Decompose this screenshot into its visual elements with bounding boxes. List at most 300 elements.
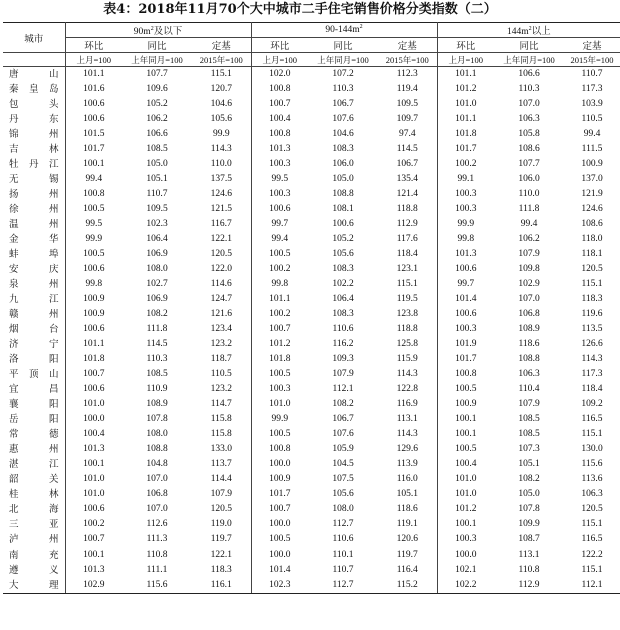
city-name-cell: 常德 bbox=[3, 427, 65, 442]
index-value-cell: 100.1 bbox=[455, 414, 477, 425]
index-value-cell: 110.3 bbox=[332, 84, 354, 95]
index-value-cell: 107.7 bbox=[122, 67, 192, 83]
index-value-cell: 111.1 bbox=[146, 564, 168, 575]
group-header-medium: $90-144m^2$ bbox=[251, 23, 437, 38]
index-value-cell: 119.7 bbox=[192, 532, 251, 547]
base-header-yoy: 上年同月=100 bbox=[122, 53, 192, 67]
index-value-cell: 107.6 bbox=[332, 114, 354, 125]
index-value-cell: 115.1 bbox=[581, 519, 603, 530]
index-value-cell: 118.4 bbox=[378, 247, 437, 262]
index-value-cell: 129.6 bbox=[378, 442, 437, 457]
group-header-small: $90m^2$及以下 bbox=[65, 23, 251, 38]
index-value-cell: 110.8 bbox=[146, 549, 168, 560]
index-value-cell: 124.6 bbox=[581, 204, 603, 215]
index-value-cell: 130.0 bbox=[581, 444, 603, 455]
index-value-cell: 100.0 bbox=[83, 414, 105, 425]
base-header-fixed: 2015年=100 bbox=[564, 53, 620, 67]
index-value-cell: 101.0 bbox=[83, 399, 105, 410]
index-value-cell: 100.0 bbox=[269, 549, 291, 560]
index-value-cell: 100.0 bbox=[269, 519, 291, 530]
index-value-cell: 110.3 bbox=[518, 84, 540, 95]
index-value-cell: 102.2 bbox=[437, 578, 494, 594]
city-name-cell: 唐山 bbox=[3, 67, 65, 83]
index-value-cell: 113.1 bbox=[518, 549, 540, 560]
index-value-cell: 110.4 bbox=[518, 384, 540, 395]
index-value-cell: 123.8 bbox=[378, 307, 437, 322]
index-value-cell: 102.9 bbox=[65, 578, 122, 594]
index-value-cell: 99.9 bbox=[271, 414, 289, 425]
index-value-cell: 110.1 bbox=[332, 549, 354, 560]
city-name-cell: 泸州 bbox=[3, 532, 65, 547]
index-value-cell: 105.1 bbox=[146, 174, 168, 185]
index-value-cell: 110.7 bbox=[146, 189, 168, 200]
base-header-empty bbox=[3, 53, 65, 67]
index-value-cell: 109.9 bbox=[518, 519, 540, 530]
index-value-cell: 122.8 bbox=[378, 382, 437, 397]
index-value-cell: 114.3 bbox=[581, 354, 603, 365]
table-body bbox=[3, 67, 620, 594]
index-value-cell: 102.2 bbox=[332, 279, 354, 290]
city-name-cell: 锦州 bbox=[3, 127, 65, 142]
index-value-cell: 109.3 bbox=[332, 354, 354, 365]
city-name-cell: 济宁 bbox=[3, 337, 65, 352]
index-value-cell: 110.9 bbox=[146, 384, 168, 395]
index-value-cell: 108.3 bbox=[332, 309, 354, 320]
index-value-cell: 105.0 bbox=[518, 489, 540, 500]
index-value-cell: 110.8 bbox=[518, 564, 540, 575]
table-row bbox=[3, 307, 620, 322]
table-row bbox=[3, 232, 620, 247]
index-value-cell: 109.2 bbox=[581, 399, 603, 410]
group-header-large: $144m^2$以上 bbox=[437, 23, 620, 38]
index-value-cell: 107.5 bbox=[332, 474, 354, 485]
city-name-cell: 牡丹江 bbox=[3, 157, 65, 172]
city-name-cell: 九江 bbox=[3, 292, 65, 307]
index-value-cell: 100.8 bbox=[269, 444, 291, 455]
city-name-cell: 韶关 bbox=[3, 472, 65, 487]
index-value-cell: 106.3 bbox=[518, 369, 540, 380]
index-value-cell: 100.4 bbox=[269, 114, 291, 125]
index-value-cell: 101.7 bbox=[455, 354, 477, 365]
index-value-cell: 107.9 bbox=[332, 369, 354, 380]
index-value-cell: 99.5 bbox=[271, 174, 289, 185]
index-value-cell: 100.7 bbox=[83, 534, 105, 545]
index-value-cell: 123.2 bbox=[192, 337, 251, 352]
index-value-cell: 122.0 bbox=[192, 262, 251, 277]
index-value-cell: 100.5 bbox=[83, 204, 105, 215]
table-row bbox=[3, 262, 620, 277]
index-value-cell: 99.4 bbox=[85, 174, 103, 185]
index-value-cell: 116.5 bbox=[581, 534, 603, 545]
index-value-cell: 117.6 bbox=[378, 232, 437, 247]
index-value-cell: 100.6 bbox=[455, 264, 477, 275]
index-value-cell: 108.5 bbox=[518, 429, 540, 440]
index-value-cell: 126.6 bbox=[581, 339, 603, 350]
index-value-cell: 108.2 bbox=[518, 474, 540, 485]
city-name-cell: 徐州 bbox=[3, 202, 65, 217]
index-value-cell: 100.8 bbox=[83, 189, 105, 200]
index-value-cell: 100.3 bbox=[269, 159, 291, 170]
city-name-cell: 大理 bbox=[3, 578, 65, 594]
index-value-cell: 101.3 bbox=[83, 444, 105, 455]
index-value-cell: 106.8 bbox=[518, 309, 540, 320]
index-value-cell: 107.0 bbox=[146, 474, 168, 485]
index-value-cell: 100.8 bbox=[269, 84, 291, 95]
index-value-cell: 115.1 bbox=[378, 277, 437, 292]
index-value-cell: 105.6 bbox=[192, 112, 251, 127]
index-value-cell: 114.5 bbox=[146, 339, 168, 350]
index-value-cell: 100.6 bbox=[83, 384, 105, 395]
index-value-cell: 108.0 bbox=[146, 429, 168, 440]
index-value-cell: 118.0 bbox=[581, 234, 603, 245]
index-value-cell: 101.3 bbox=[83, 564, 105, 575]
index-value-cell: 109.6 bbox=[146, 84, 168, 95]
index-value-cell: 100.6 bbox=[332, 219, 354, 230]
index-value-cell: 105.0 bbox=[332, 174, 354, 185]
table-row bbox=[3, 247, 620, 262]
index-value-cell: 100.6 bbox=[83, 99, 105, 110]
index-value-cell: 99.8 bbox=[271, 279, 289, 290]
index-value-cell: 112.3 bbox=[378, 67, 437, 83]
index-value-cell: 108.7 bbox=[518, 534, 540, 545]
index-value-cell: 115.1 bbox=[581, 429, 603, 440]
index-value-cell: 105.2 bbox=[146, 99, 168, 110]
base-header-mom: 上月=100 bbox=[437, 53, 494, 67]
index-value-cell: 122.2 bbox=[581, 549, 603, 560]
index-value-cell: 121.9 bbox=[581, 189, 603, 200]
index-value-cell: 115.2 bbox=[378, 578, 437, 594]
index-value-cell: 118.7 bbox=[192, 352, 251, 367]
index-value-cell: 101.7 bbox=[269, 489, 291, 500]
index-value-cell: 115.8 bbox=[192, 412, 251, 427]
index-value-cell: 118.6 bbox=[378, 502, 437, 517]
index-value-cell: 105.6 bbox=[332, 249, 354, 260]
index-value-cell: 110.6 bbox=[332, 324, 354, 335]
index-value-cell: 115.1 bbox=[581, 564, 603, 575]
index-value-cell: 99.4 bbox=[583, 129, 601, 140]
index-value-cell: 115.8 bbox=[192, 427, 251, 442]
index-value-cell: 106.7 bbox=[332, 99, 354, 110]
index-value-cell: 113.7 bbox=[192, 457, 251, 472]
index-value-cell: 106.9 bbox=[146, 249, 168, 260]
index-value-cell: 99.9 bbox=[192, 127, 251, 142]
index-value-cell: 101.1 bbox=[455, 114, 477, 125]
index-value-cell: 100.0 bbox=[269, 459, 291, 470]
index-value-cell: 120.7 bbox=[192, 82, 251, 97]
table-row bbox=[3, 487, 620, 502]
index-value-cell: 100.7 bbox=[269, 504, 291, 515]
index-value-cell: 106.9 bbox=[146, 294, 168, 305]
index-value-cell: 99.7 bbox=[271, 219, 289, 230]
index-value-cell: 105.9 bbox=[332, 444, 354, 455]
city-name-cell: 扬州 bbox=[3, 187, 65, 202]
table-row bbox=[3, 397, 620, 412]
index-value-cell: 108.3 bbox=[332, 264, 354, 275]
index-value-cell: 102.3 bbox=[251, 578, 308, 594]
city-name-cell: 南充 bbox=[3, 548, 65, 563]
index-value-cell: 100.9 bbox=[269, 474, 291, 485]
index-value-cell: 110.5 bbox=[192, 367, 251, 382]
index-value-cell: 124.7 bbox=[192, 292, 251, 307]
city-name-cell: 岳阳 bbox=[3, 412, 65, 427]
index-value-cell: 101.2 bbox=[269, 339, 291, 350]
index-value-cell: 100.0 bbox=[455, 549, 477, 560]
index-value-cell: 106.2 bbox=[146, 114, 168, 125]
index-value-cell: 100.1 bbox=[455, 429, 477, 440]
index-value-cell: 114.3 bbox=[378, 367, 437, 382]
city-name-cell: 丹东 bbox=[3, 112, 65, 127]
index-value-cell: 99.9 bbox=[457, 219, 475, 230]
index-value-cell: 116.2 bbox=[332, 339, 354, 350]
index-value-cell: 120.6 bbox=[378, 532, 437, 547]
index-value-cell: 101.9 bbox=[455, 339, 477, 350]
table-row bbox=[3, 457, 620, 472]
table-row bbox=[3, 202, 620, 217]
table-row bbox=[3, 127, 620, 142]
index-value-cell: 105.1 bbox=[378, 487, 437, 502]
sub-header-yoy: 同比 bbox=[308, 38, 378, 53]
index-value-cell: 106.7 bbox=[332, 414, 354, 425]
index-value-cell: 99.8 bbox=[457, 234, 475, 245]
index-value-cell: 113.6 bbox=[581, 474, 603, 485]
base-header-fixed: 2015年=100 bbox=[192, 53, 251, 67]
index-value-cell: 100.3 bbox=[455, 189, 477, 200]
index-value-cell: 120.5 bbox=[581, 264, 603, 275]
city-name-cell: 安庆 bbox=[3, 262, 65, 277]
city-name-cell: 洛阳 bbox=[3, 352, 65, 367]
index-value-cell: 115.1 bbox=[581, 279, 603, 290]
city-name-cell: 秦皇岛 bbox=[3, 82, 65, 97]
index-value-cell: 116.5 bbox=[581, 414, 603, 425]
index-value-cell: 104.8 bbox=[146, 459, 168, 470]
index-value-cell: 114.7 bbox=[192, 397, 251, 412]
index-value-cell: 108.8 bbox=[146, 444, 168, 455]
table-row bbox=[3, 442, 620, 457]
index-value-cell: 101.4 bbox=[269, 564, 291, 575]
index-value-cell: 100.6 bbox=[269, 204, 291, 215]
index-value-cell: 100.4 bbox=[455, 459, 477, 470]
index-value-cell: 108.3 bbox=[332, 144, 354, 155]
index-value-cell: 118.3 bbox=[192, 563, 251, 578]
index-value-cell: 106.8 bbox=[146, 489, 168, 500]
index-value-cell: 101.2 bbox=[455, 84, 477, 95]
table-row bbox=[3, 82, 620, 97]
index-value-cell: 99.4 bbox=[520, 219, 538, 230]
index-value-cell: 108.2 bbox=[332, 399, 354, 410]
index-value-cell: 107.2 bbox=[308, 67, 378, 83]
index-value-cell: 111.8 bbox=[518, 204, 540, 215]
index-value-cell: 101.0 bbox=[83, 489, 105, 500]
index-value-cell: 101.7 bbox=[83, 144, 105, 155]
table-row bbox=[3, 517, 620, 532]
index-value-cell: 107.9 bbox=[518, 249, 540, 260]
index-value-cell: 101.2 bbox=[455, 504, 477, 515]
index-value-cell: 109.7 bbox=[378, 112, 437, 127]
index-value-cell: 115.6 bbox=[122, 578, 192, 594]
index-value-cell: 107.9 bbox=[192, 487, 251, 502]
index-value-cell: 135.4 bbox=[378, 172, 437, 187]
index-value-cell: 114.3 bbox=[378, 427, 437, 442]
index-value-cell: 101.3 bbox=[455, 249, 477, 260]
base-header-yoy: 上年同月=100 bbox=[494, 53, 564, 67]
index-value-cell: 123.4 bbox=[192, 322, 251, 337]
index-value-cell: 121.4 bbox=[378, 187, 437, 202]
index-value-cell: 108.8 bbox=[518, 354, 540, 365]
table-row bbox=[3, 337, 620, 352]
city-name-cell: 温州 bbox=[3, 217, 65, 232]
index-value-cell: 106.4 bbox=[332, 294, 354, 305]
index-value-cell: 104.5 bbox=[332, 459, 354, 470]
index-value-cell: 101.8 bbox=[269, 354, 291, 365]
index-value-cell: 100.2 bbox=[269, 264, 291, 275]
table-row bbox=[3, 217, 620, 232]
index-value-cell: 108.0 bbox=[332, 504, 354, 515]
index-value-cell: 105.1 bbox=[518, 459, 540, 470]
city-name-cell: 包头 bbox=[3, 97, 65, 112]
city-name-cell: 北海 bbox=[3, 502, 65, 517]
index-value-cell: 107.8 bbox=[518, 504, 540, 515]
index-value-cell: 102.0 bbox=[251, 67, 308, 83]
index-value-cell: 101.0 bbox=[455, 474, 477, 485]
index-value-cell: 118.4 bbox=[581, 384, 603, 395]
table-row bbox=[3, 578, 620, 594]
city-name-cell: 吉林 bbox=[3, 142, 65, 157]
table-row bbox=[3, 142, 620, 157]
index-value-cell: 117.3 bbox=[581, 369, 603, 380]
index-value-cell: 100.7 bbox=[269, 324, 291, 335]
index-value-cell: 108.9 bbox=[146, 399, 168, 410]
index-value-cell: 108.5 bbox=[146, 144, 168, 155]
city-name-cell: 赣州 bbox=[3, 307, 65, 322]
index-value-cell: 101.0 bbox=[269, 399, 291, 410]
index-value-cell: 100.3 bbox=[269, 384, 291, 395]
index-value-cell: 118.8 bbox=[378, 322, 437, 337]
index-value-cell: 100.5 bbox=[83, 249, 105, 260]
index-value-cell: 110.7 bbox=[564, 67, 620, 83]
index-value-cell: 102.3 bbox=[146, 219, 168, 230]
index-value-cell: 114.5 bbox=[378, 142, 437, 157]
city-name-cell: 遵义 bbox=[3, 563, 65, 578]
base-header-mom: 上月=100 bbox=[65, 53, 122, 67]
index-value-cell: 102.1 bbox=[455, 564, 477, 575]
index-value-cell: 99.5 bbox=[85, 219, 103, 230]
index-value-cell: 100.7 bbox=[269, 99, 291, 110]
index-value-cell: 122.1 bbox=[192, 548, 251, 563]
index-value-cell: 106.3 bbox=[518, 114, 540, 125]
index-value-cell: 118.3 bbox=[581, 294, 603, 305]
index-value-cell: 106.0 bbox=[518, 174, 540, 185]
index-value-cell: 108.9 bbox=[518, 324, 540, 335]
index-value-cell: 100.6 bbox=[83, 324, 105, 335]
index-value-cell: 105.8 bbox=[518, 129, 540, 140]
index-value-cell: 123.1 bbox=[378, 262, 437, 277]
index-value-cell: 110.7 bbox=[332, 564, 354, 575]
index-value-cell: 104.6 bbox=[332, 129, 354, 140]
index-value-cell: 110.0 bbox=[518, 189, 540, 200]
table-row bbox=[3, 532, 620, 547]
index-value-cell: 107.0 bbox=[146, 504, 168, 515]
city-name-cell: 平顶山 bbox=[3, 367, 65, 382]
index-value-cell: 100.5 bbox=[455, 444, 477, 455]
index-value-cell: 124.6 bbox=[192, 187, 251, 202]
index-value-cell: 107.0 bbox=[518, 294, 540, 305]
table-row bbox=[3, 187, 620, 202]
index-value-cell: 112.7 bbox=[308, 578, 378, 594]
table-title: 表4：2018年11月70个大中城市二手住宅销售价格分类指数（二） bbox=[103, 2, 497, 17]
index-value-cell: 137.5 bbox=[192, 172, 251, 187]
index-value-cell: 109.5 bbox=[378, 97, 437, 112]
index-value-cell: 109.5 bbox=[146, 204, 168, 215]
index-value-cell: 106.6 bbox=[494, 67, 564, 83]
index-value-cell: 112.7 bbox=[332, 519, 354, 530]
table-row bbox=[3, 322, 620, 337]
index-value-cell: 101.1 bbox=[269, 294, 291, 305]
price-index-table bbox=[3, 22, 620, 594]
index-value-cell: 107.3 bbox=[518, 444, 540, 455]
index-value-cell: 107.9 bbox=[518, 399, 540, 410]
index-value-cell: 100.5 bbox=[269, 369, 291, 380]
index-value-cell: 108.0 bbox=[146, 264, 168, 275]
index-value-cell: 110.5 bbox=[581, 114, 603, 125]
index-value-cell: 100.1 bbox=[83, 159, 105, 170]
index-value-cell: 100.1 bbox=[83, 459, 105, 470]
index-value-cell: 119.6 bbox=[581, 309, 603, 320]
index-value-cell: 100.6 bbox=[83, 264, 105, 275]
index-value-cell: 119.1 bbox=[378, 517, 437, 532]
index-value-cell: 101.1 bbox=[65, 67, 122, 83]
table-row bbox=[3, 563, 620, 578]
index-value-cell: 106.7 bbox=[378, 157, 437, 172]
index-value-cell: 100.8 bbox=[269, 129, 291, 140]
index-value-cell: 101.0 bbox=[83, 474, 105, 485]
index-value-cell: 115.1 bbox=[192, 67, 251, 83]
index-value-cell: 101.5 bbox=[83, 129, 105, 140]
index-value-cell: 119.0 bbox=[192, 517, 251, 532]
index-value-cell: 118.1 bbox=[581, 249, 603, 260]
index-value-cell: 108.5 bbox=[518, 414, 540, 425]
index-value-cell: 100.7 bbox=[83, 369, 105, 380]
index-value-cell: 112.6 bbox=[146, 519, 168, 530]
index-value-cell: 123.2 bbox=[192, 382, 251, 397]
index-value-cell: 101.4 bbox=[455, 294, 477, 305]
index-value-cell: 137.0 bbox=[581, 174, 603, 185]
index-value-cell: 116.0 bbox=[378, 472, 437, 487]
index-value-cell: 99.8 bbox=[85, 279, 103, 290]
index-value-cell: 105.2 bbox=[332, 234, 354, 245]
city-name-cell: 泉州 bbox=[3, 277, 65, 292]
index-value-cell: 100.5 bbox=[455, 384, 477, 395]
sub-header-yoy: 同比 bbox=[494, 38, 564, 53]
table-row bbox=[3, 548, 620, 563]
table-row bbox=[3, 67, 620, 83]
city-name-cell: 宜昌 bbox=[3, 382, 65, 397]
index-value-cell: 100.1 bbox=[83, 549, 105, 560]
index-value-cell: 100.3 bbox=[269, 189, 291, 200]
city-name-cell: 三亚 bbox=[3, 517, 65, 532]
index-value-cell: 106.2 bbox=[518, 234, 540, 245]
index-value-cell: 108.1 bbox=[332, 204, 354, 215]
index-value-cell: 121.6 bbox=[192, 307, 251, 322]
index-value-cell: 99.4 bbox=[271, 234, 289, 245]
index-value-cell: 102.7 bbox=[146, 279, 168, 290]
city-name-cell: 无锡 bbox=[3, 172, 65, 187]
sub-header-mom: 环比 bbox=[251, 38, 308, 53]
city-name-cell: 惠州 bbox=[3, 442, 65, 457]
index-value-cell: 118.8 bbox=[378, 202, 437, 217]
base-header-mom: 上月=100 bbox=[251, 53, 308, 67]
index-value-cell: 106.6 bbox=[146, 129, 168, 140]
index-value-cell: 114.6 bbox=[192, 277, 251, 292]
